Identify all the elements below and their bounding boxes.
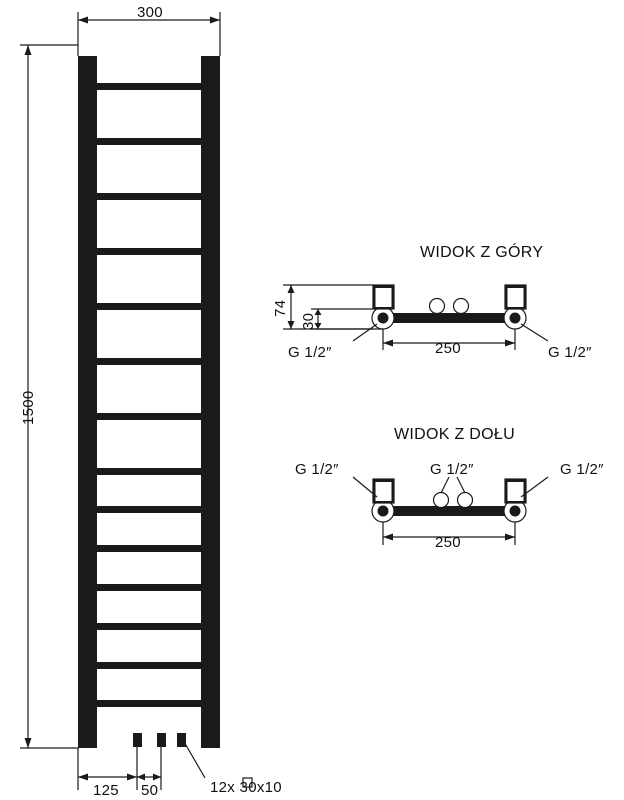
bottom-view-thread-right: G 1/2″ [560, 461, 604, 478]
dim-label-74: 74 [272, 299, 289, 317]
bottom-view-thread-left: G 1/2″ [295, 461, 339, 478]
bottom-connectors [133, 733, 186, 747]
bottom-view-dim-250: 250 [435, 534, 461, 551]
top-view-thread-left: G 1/2″ [288, 344, 332, 361]
rungs [97, 83, 201, 707]
top-view-dim-250: 250 [435, 340, 461, 357]
bar-profile-note: 12x 30x10 [210, 779, 282, 796]
dim-label-300: 300 [137, 4, 163, 21]
right-post [201, 56, 220, 748]
dim-label-30: 30 [300, 312, 317, 330]
dim-label-1500: 1500 [20, 390, 37, 425]
bottom-view-thread-center: G 1/2″ [430, 461, 474, 478]
top-view-title: WIDOK Z GÓRY [420, 244, 544, 261]
bottom-view-title: WIDOK Z DOŁU [394, 426, 515, 443]
top-view-geometry [283, 285, 548, 350]
left-post [78, 56, 97, 748]
top-view-thread-right: G 1/2″ [548, 344, 592, 361]
dim-label-50: 50 [141, 782, 159, 799]
dim-label-125: 125 [93, 782, 119, 799]
